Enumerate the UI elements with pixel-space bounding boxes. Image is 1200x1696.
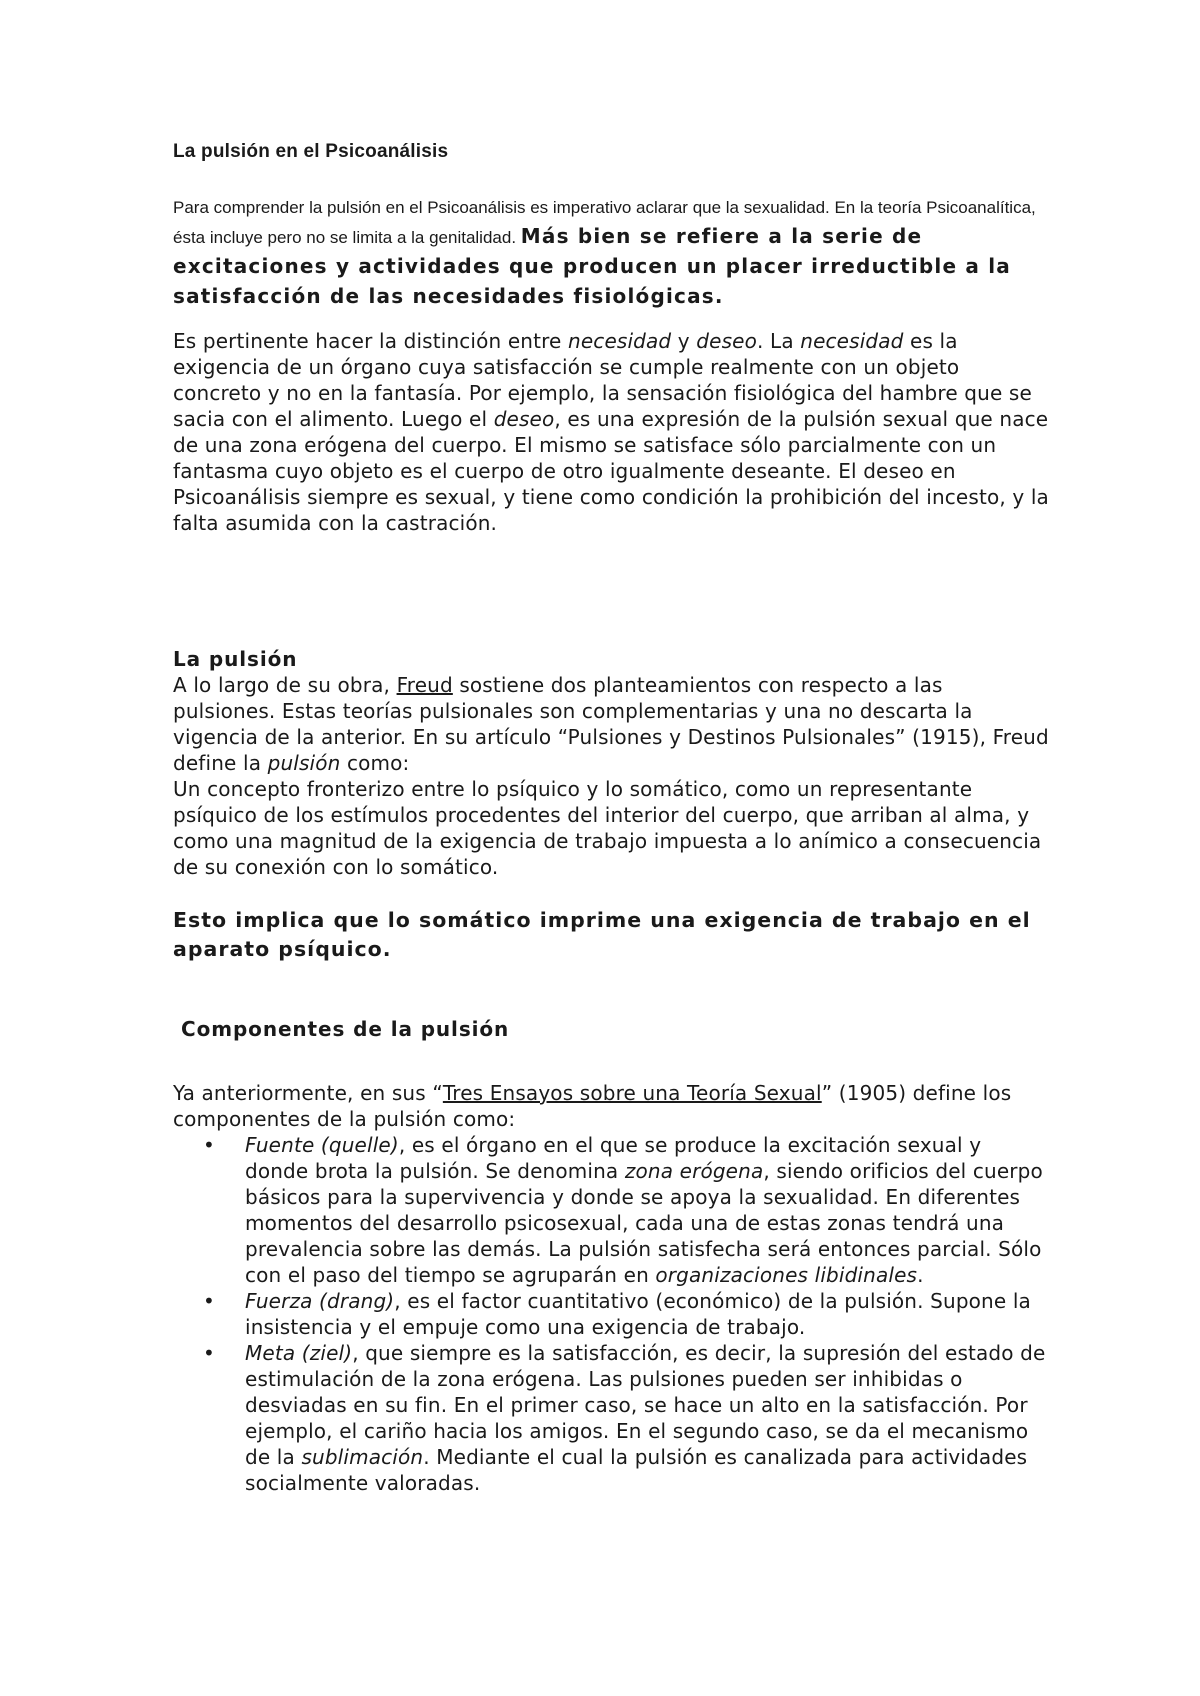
intro-bold-text: Más bien se refiere a la serie de excitaciones y actividades que producen un placer irreductible a la satisfacción de las necesidades fisiológicas. (173, 224, 1011, 308)
components-list (173, 1132, 1050, 1496)
freud-link[interactable]: Freud (396, 673, 453, 697)
pulsion-quote: Un concepto fronterizo entre lo psíquico y lo somático, como un representante psíquico de los estímulos procedentes del interior del cuerpo, que arriban al alma, y como una magnitud de la exigencia de trabajo impuesta a lo anímico a consecuencia de su conexión con lo somático. (173, 777, 1042, 879)
emphasis-paragraph: Esto implica que lo somático imprime una exigencia de trabajo en el aparato psíquico. (173, 908, 1031, 961)
text-run: , siendo orificios del cuerpo básicos para la supervivencia y donde se apoya la sexualidad. En diferentes momentos del desarrollo psicosexual, cada una de estas zonas tendrá una prevalencia sobre las demás. La pulsión satisfecha será entonces parcial. Sólo con el paso del tiempo se agruparán en (245, 1159, 1043, 1287)
document-title: La pulsión en el Psicoanálisis (173, 141, 449, 162)
italic-term: pulsión (267, 751, 341, 775)
text-run: sostiene dos planteamientos con respecto a las pulsiones. Estas teorías pulsionales son complementarias y una no descarta la vigencia de la anterior. En su artículo “Pulsiones y Destinos Pulsionales” (1915), Freud define la (173, 673, 1049, 775)
bullet-icon: • (203, 1341, 215, 1365)
text-run: como: (340, 751, 410, 775)
tres-ensayos-link[interactable]: Tres Ensayos sobre una Teoría Sexual (442, 1081, 822, 1105)
pulsion-section (173, 646, 1050, 880)
italic-term: zona erógena (624, 1159, 764, 1183)
intro-text: Para comprender la pulsión en el Psicoanálisis es imperativo aclarar que la sexualidad. En la teoría Psicoanalítica, ésta incluye pero no se limita a la genitalidad. (173, 198, 1036, 247)
italic-term: necesidad (568, 329, 672, 353)
text-run: Es pertinente hacer la distinción entre (173, 329, 569, 353)
text-run: y (671, 329, 697, 353)
intro-paragraph (173, 193, 1050, 312)
components-heading: Componentes de la pulsión (181, 1017, 510, 1041)
item-lead: Fuente (quelle) (245, 1133, 399, 1157)
italic-term: deseo (696, 329, 758, 353)
text-run: A lo largo de su obra, (173, 673, 397, 697)
text-run: . (917, 1263, 924, 1287)
text-run: , es el factor cuantitativo (económico) de la pulsión. Supone la insistencia y el empuje como una exigencia de trabajo. (245, 1289, 1031, 1339)
italic-term: deseo (493, 407, 555, 431)
components-intro (173, 1080, 1050, 1132)
italic-term: organizaciones libidinales (655, 1263, 918, 1287)
text-run: . Mediante el cual la pulsión es canalizada para actividades socialmente valoradas. (245, 1445, 1028, 1495)
bullet-icon: • (203, 1289, 215, 1313)
item-lead: Meta (ziel) (245, 1341, 353, 1365)
text-run: , que siempre es la satisfacción, es decir, la supresión del estado de estimulación de la zona erógena. Las pulsiones pueden ser inhibidas o desviadas en su fin. En el primer caso, se hace un alto en la satisfacción. Por ejemplo, el cariño hacia los amigos. En el segundo caso, se da el mecanismo de la (245, 1341, 1046, 1469)
components-section (173, 1080, 1050, 1496)
text-run: Ya anteriormente, en sus “ (173, 1081, 443, 1105)
text-run: , es una expresión de la pulsión sexual que nace de una zona erógena del cuerpo. El mismo se satisface sólo parcialmente con un fantasma cuyo objeto es el cuerpo de otro igualmente deseante. El deseo en Psicoanálisis siempre es sexual, y tiene como condición la prohibición del incesto, y la falta asumida con la castración. (173, 407, 1049, 535)
italic-term: necesidad (800, 329, 904, 353)
text-run: . La (757, 329, 801, 353)
item-lead: Fuerza (drang) (245, 1289, 395, 1313)
text-run: ” (1905) define los componentes de la pulsión como: (173, 1081, 1012, 1131)
need-desire-paragraph (173, 328, 1050, 536)
text-run: , es el órgano en el que se produce la excitación sexual y donde brota la pulsión. Se denomina (245, 1133, 982, 1183)
pulsion-heading: La pulsión (173, 647, 298, 671)
list-item-fuerza (203, 1288, 1050, 1340)
bullet-icon: • (203, 1133, 215, 1157)
list-item-fuente (203, 1132, 1050, 1288)
list-item-meta (203, 1340, 1050, 1496)
text-run: es la exigencia de un órgano cuya satisfacción se cumple realmente con un objeto concreto y no en la fantasía. Por ejemplo, la sensación fisiológica del hambre que se sacia con el alimento. Luego el (173, 329, 1032, 431)
pulsion-paragraph (173, 672, 1050, 776)
italic-term: sublimación (301, 1445, 424, 1469)
